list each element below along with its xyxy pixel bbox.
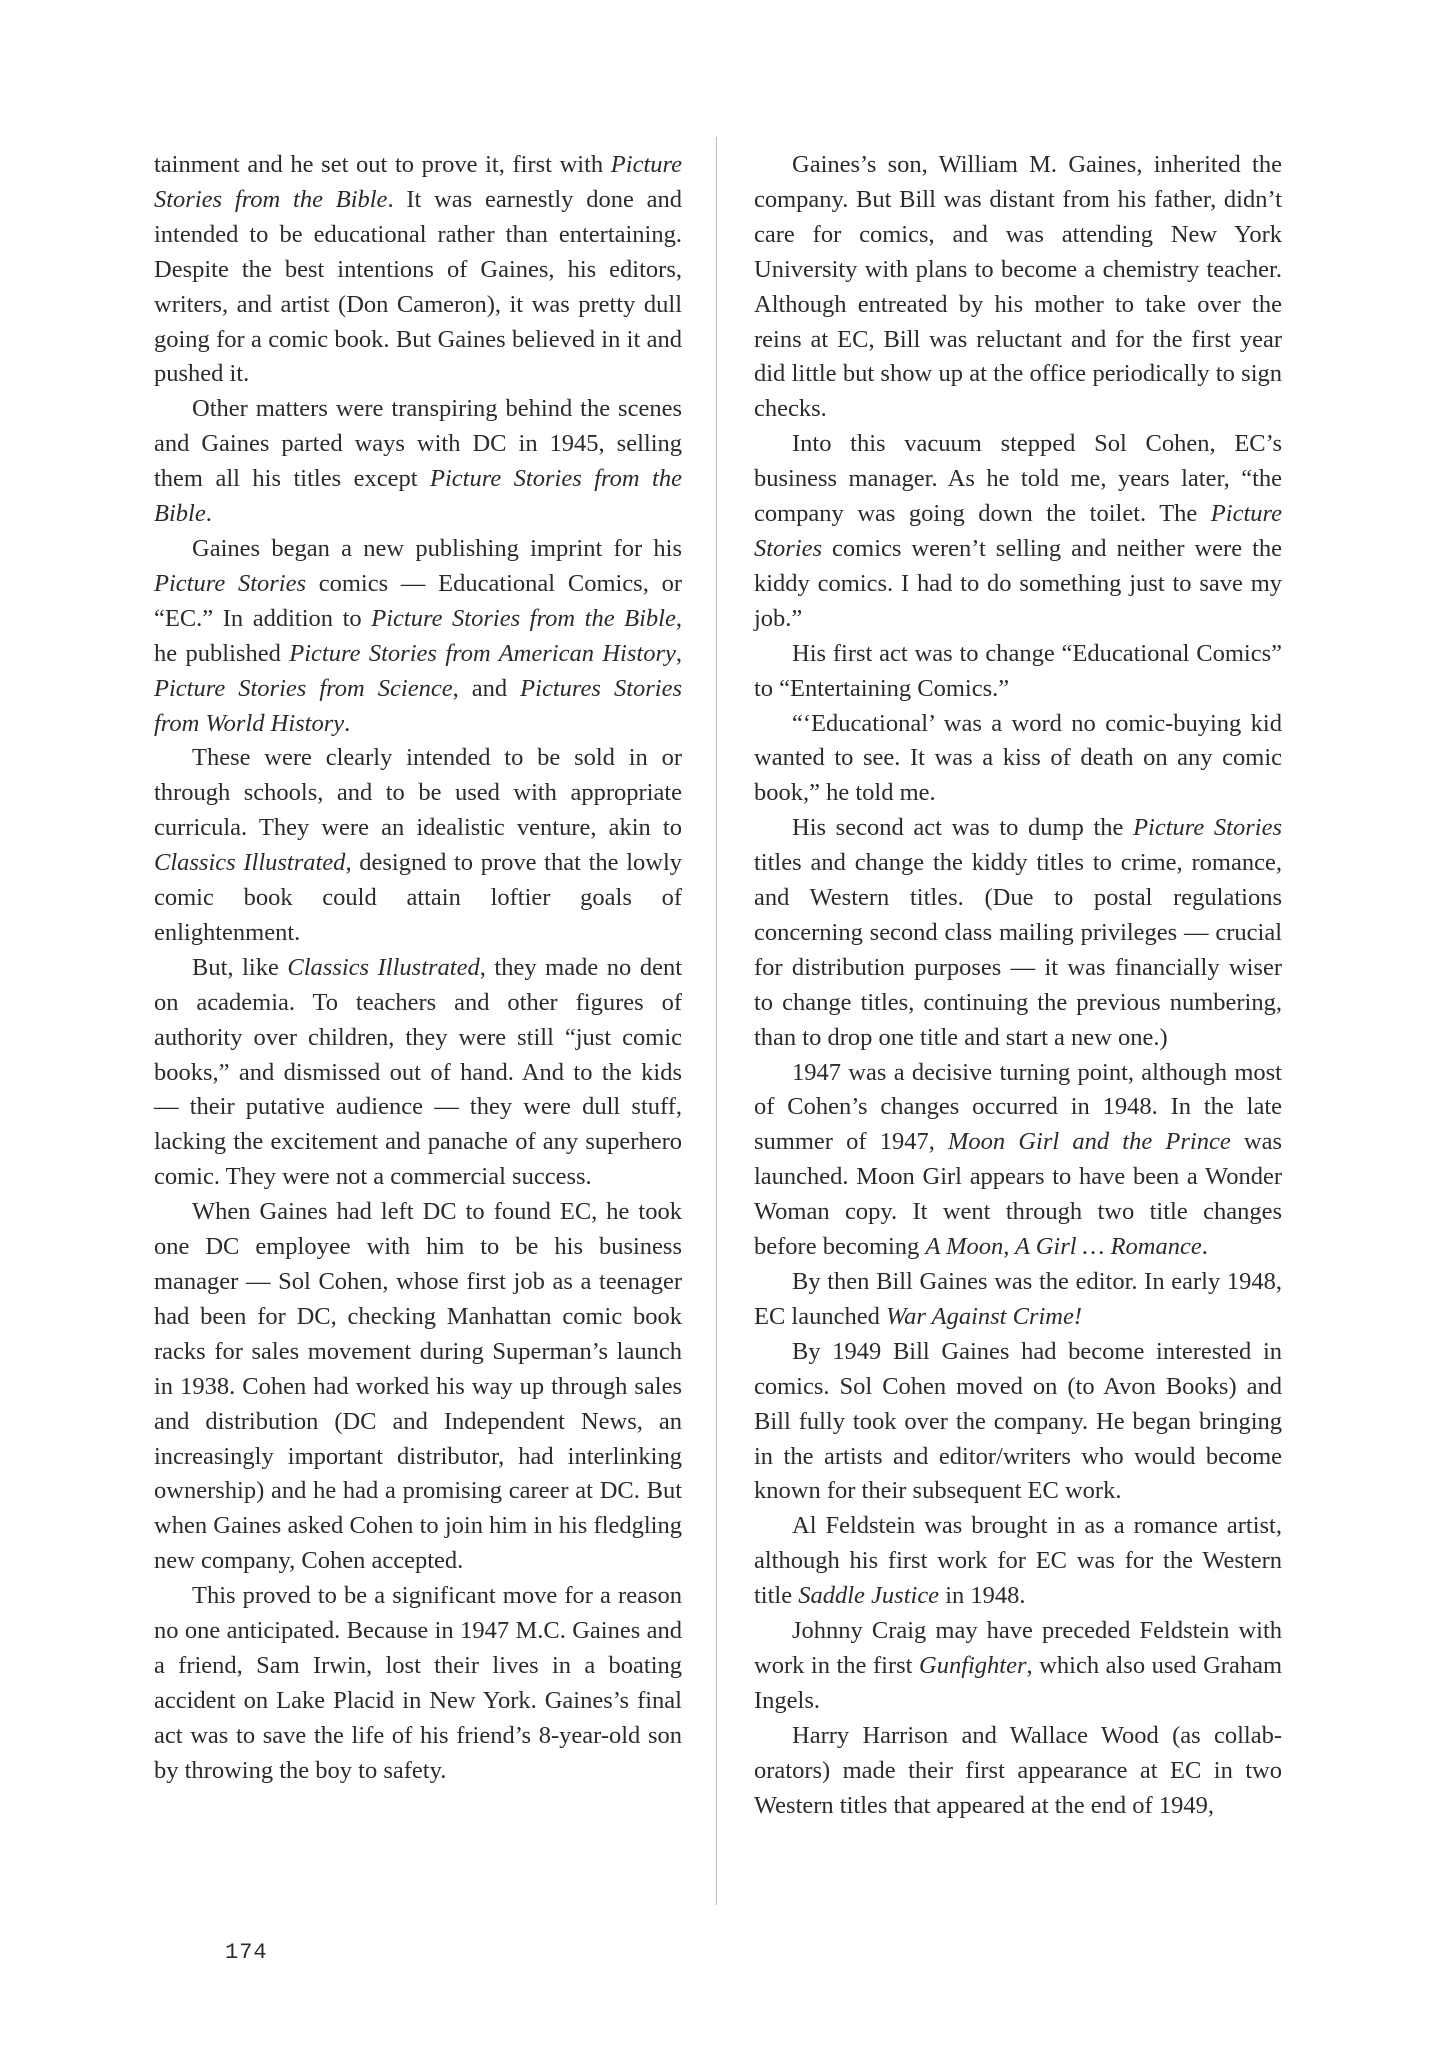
column-divider — [716, 137, 717, 1905]
paragraph — [154, 392, 682, 532]
paragraph — [754, 1265, 1282, 1335]
text-run: Into this vacuum stepped Sol Cohen, EC’s business manager. As he told me, years later, “the company was going down the toilet. The — [754, 430, 1282, 528]
text-run: His second act was to dump the — [792, 814, 1134, 842]
italic-title: Saddle Justice — [798, 1582, 940, 1610]
text-run: By then Bill Gaines was the editor. In early 1948, EC launched — [754, 1268, 1282, 1330]
italic-title: Picture Stories from the Bible — [371, 604, 676, 632]
italic-title: Picture Stories — [754, 500, 1282, 562]
text-run: . — [344, 709, 351, 737]
paragraph: When Gaines had left DC to found EC, he took one DC employee with him to be his business manager — Sol Cohen, whose first job as a teenager had been for DC, checking Manhattan comic book racks for sales movement during Superman’s launch in 1938. Cohen had worked his way up through sales and distribution (DC and Independent News, an increasingly important distributor, had interlinking ownership) and he had a promising career at DC. But when Gaines asked Cohen to join him in his fledgling new company, Cohen accepted. — [154, 1198, 682, 1575]
left-text-column — [154, 148, 682, 1789]
italic-title: Picture Stories — [1133, 814, 1282, 842]
text-run: Gaines began a new publishing imprint for his — [192, 534, 682, 562]
italic-title: War Against Crime! — [886, 1302, 1083, 1330]
text-run: , — [675, 639, 682, 667]
text-run: comics — Educational Comics, or “EC.” In addition to — [154, 569, 682, 632]
text-run: , they made no dent on academia. To teachers and other figures of authority over children, they were still “just comic books,” and dismissed out of hand. And to the kids — their putative audience — they were dull stuff, lacking the excitement and panache of any superhero comic. They were not a commercial success. — [154, 953, 683, 1191]
text-run: 1947 was a decisive turning point, although most of Cohen’s changes occurred in 1948. In the late summer of 1947, — [754, 1058, 1282, 1156]
paragraph: By 1949 Bill Gaines had become interested in comics. Sol Cohen moved on (to Avon Books) and Bill fully took over the company. He began bringing in the artists and editor/writers who would become known for their subsequent EC work. — [754, 1337, 1282, 1505]
italic-title: Picture Stories from Science — [154, 674, 453, 702]
text-run: . — [1201, 1233, 1208, 1261]
italic-title: Picture Stories — [154, 569, 306, 597]
paragraph — [754, 811, 1282, 1055]
italic-title: Gunfighter — [919, 1651, 1027, 1679]
paragraph: “‘Educational’ was a word no comic-buying kid wanted to see. It was a kiss of death on any comic book,” he told me. — [754, 709, 1282, 807]
text-run: , which also used Graham Ingels. — [754, 1651, 1282, 1714]
italic-title: Classics Illustrated — [287, 953, 480, 981]
text-run: Al Feldstein was brought in as a romance artist, although his first work for EC was for the Western title — [754, 1512, 1282, 1610]
paragraph — [154, 148, 682, 392]
paragraph — [154, 532, 682, 741]
text-run: But, like — [192, 953, 288, 981]
paragraph — [154, 741, 682, 950]
italic-title: Pictures Stories from World History — [154, 674, 683, 737]
text-run: Other matters were transpiring behind the scenes and Gaines parted ways with DC in 1945, selling them all his titles except — [154, 395, 682, 493]
text-run: in 1948. — [939, 1582, 1026, 1610]
paragraph — [754, 1056, 1282, 1265]
paragraph — [754, 427, 1282, 636]
text-run: These were clearly intended to be sold in or through schools, and to be used with appropriate curricula. They were an idealistic venture, akin to — [154, 744, 682, 842]
right-text-column — [754, 148, 1282, 1824]
italic-title: Picture Stories from the Bible — [154, 465, 682, 528]
italic-title: Picture Stories from the Bible — [154, 151, 682, 213]
text-run: . It was earnestly done and intended to be educational rather than entertaining. Despite the best intentions of Gaines, his editors, writers, and artist (Don Cameron), it was pretty dull going for a comic book. But Gaines believed in it and pushed it. — [154, 185, 682, 388]
text-run: , and — [452, 674, 521, 702]
paragraph: Harry Harrison and Wallace Wood (as collaborators) made their first appearance at EC in two Western titles that appeared at the end of 1949, — [754, 1721, 1282, 1819]
paragraph: Gaines’s son, William M. Gaines, inherited the company. But Bill was distant from his father, didn’t care for comics, and was attending New York University with plans to become a chemistry teacher. Although entreated by his mother to take over the reins at EC, Bill was reluctant and for the first year did little but show up at the office periodically to sign checks. — [754, 151, 1282, 423]
text-run: . — [205, 500, 212, 528]
text-run: titles and change the kiddy titles to crime, romance, and Western titles. (Due to postal regulations concerning second class mailing privileges — crucial for distribution purposes — it was financially wiser to change titles, continuing the previous numbering, than to drop one title and start a new one.) — [754, 849, 1282, 1051]
text-run: Johnny Craig may have preceded Feldstein with work in the first — [754, 1617, 1282, 1679]
paragraph — [154, 951, 682, 1195]
italic-title: A Moon, A Girl … Romance — [925, 1233, 1202, 1261]
text-run: , he published — [154, 604, 682, 667]
text-run: was launched. Moon Girl appears to have been a Wonder Woman copy. It went through two title changes before becoming — [754, 1128, 1282, 1261]
paragraph — [754, 1614, 1282, 1719]
text-run: tainment and he set out to prove it, first with — [154, 151, 611, 178]
italic-title: Picture Stories from American History — [289, 639, 676, 667]
italic-title: Classics Illustrated — [154, 849, 346, 877]
text-run: , designed to prove that the lowly comic book could attain loftier goals of enlightenment. — [154, 849, 682, 946]
paragraph: His first act was to change “Educational Comics” to “Entertaining Comics.” — [754, 639, 1282, 702]
paragraph — [754, 1509, 1282, 1614]
page-number: 174 — [225, 1940, 268, 1965]
italic-title: Moon Girl and the Prince — [948, 1128, 1231, 1156]
text-run: comics weren’t selling and neither were the kiddy comics. I had to do something just to save my job.” — [754, 534, 1282, 632]
paragraph: This proved to be a significant move for a reason no one anticipated. Because in 1947 M.C. Gaines and a friend, Sam Irwin, lost their lives in a boating accident on Lake Placid in New York. Gaines’s final act was to save the life of his friend’s 8-year-old son by throwing the boy to safety. — [154, 1582, 682, 1784]
